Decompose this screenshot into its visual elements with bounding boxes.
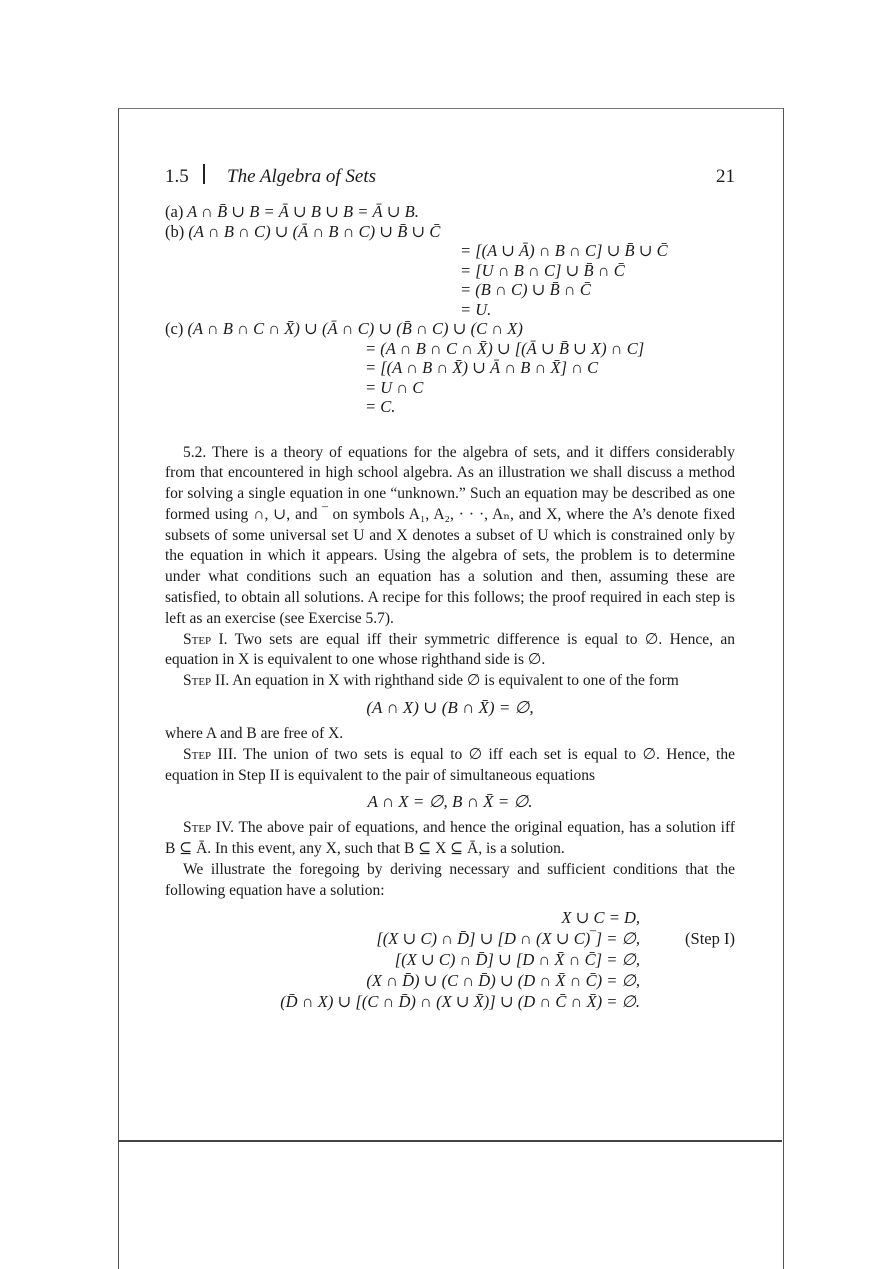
step-1-paragraph	[165, 630, 735, 672]
answer-b-line: = (B ∩ C) ∪ B̄ ∩ C̄	[460, 280, 591, 299]
section-number: 1.5	[165, 166, 189, 187]
paragraph-5-2: 5.2. There is a theory of equations for the algebra of sets, and it differs considerably from that encountered in high school algebra. As an illustration we shall discuss a method for solving a single equation in one “unknown.” Such an equation may be described as one formed using ∩, ∪, and ‾ on symbols A₁, A₂, · · ·, Aₙ, and X, where the A’s denote fixed subsets of some universal set U and X denotes a subset of U which is constrained only by the equation in which it appears. Using the algebra of sets, the problem is to determine under what conditions such an equation has a solution and then, assuming these are satisfied, to obtain all solutions. A recipe for this follows; the proof required in each step is left as an exercise (see Exercise 5.7).	[165, 443, 735, 627]
answer-c-first: (c) (A ∩ B ∩ C ∩ X̄) ∪ (Ā ∩ C) ∪ (B̄ ∩ C) ∪ (C ∩ X)	[165, 319, 523, 338]
system-row: [(X ∪ C) ∩ D̄] ∪ [D ∩ (X ∪ C)‾] = ∅, (Step I)	[376, 928, 735, 948]
bottom-rule	[118, 1140, 782, 1142]
answers-block	[165, 202, 735, 417]
step-3-text: The union of two sets is equal to ∅ iff each set is equal to ∅. Hence, the equation in Step II is equivalent to the pair of simultaneous equations	[165, 745, 735, 784]
answer-a: (a) A ∩ B̄ ∪ B = Ā ∪ B ∪ B = Ā ∪ B.	[165, 202, 419, 221]
step-3-label: Step III.	[183, 745, 237, 763]
header-divider	[203, 164, 205, 184]
answer-c-line: = [(A ∩ B ∩ X̄) ∪ Ā ∩ B ∩ X̄] ∩ C	[365, 358, 599, 377]
answer-c-line: = C.	[365, 397, 396, 416]
step-4-paragraph	[165, 818, 735, 860]
step-tag: (Step I)	[685, 928, 735, 948]
system-row: (X ∩ D̄) ∪ (C ∩ D̄) ∪ (D ∩ X̄ ∩ C̄) = ∅,	[366, 970, 640, 990]
answer-c-line: = U ∩ C	[365, 377, 424, 397]
step-2-label: Step II.	[183, 672, 230, 690]
step-1-label: Step I.	[183, 630, 228, 648]
step-4-label: Step IV.	[183, 819, 235, 837]
running-header	[165, 160, 735, 190]
step-4-text: The above pair of equations, and hence the original equation, has a solution iff B ⊆ Ā. In this event, any X, such that B ⊆ X ⊆ Ā, is a solution.	[165, 819, 735, 858]
step-1-text: Two sets are equal iff their symmetric difference is equal to ∅. Hence, an equation in X is equivalent to one whose righthand side is ∅.	[165, 630, 735, 669]
step-3-paragraph	[165, 745, 735, 787]
chapter-title: The Algebra of Sets	[227, 166, 377, 187]
answer-b-first: (b) (A ∩ B ∩ C) ∪ (Ā ∩ B ∩ C) ∪ B̄ ∪ C̄	[165, 221, 441, 241]
step-2-paragraph	[165, 671, 735, 692]
answer-b-line: = [(A ∪ Ā) ∩ B ∩ C] ∪ B̄ ∪ C̄	[460, 241, 668, 260]
illustration-paragraph: We illustrate the foregoing by deriving necessary and sufficient conditions that the following equation have a solution:	[165, 861, 735, 899]
answer-b-line: = [U ∩ B ∩ C] ∪ B̄ ∩ C̄	[460, 260, 625, 280]
book-page	[165, 160, 735, 1013]
system-row: X ∪ C = D,	[561, 907, 640, 927]
step-2-equation: (A ∩ X) ∪ (B ∩ X̄) = ∅,	[366, 698, 534, 718]
system-row: [(X ∪ C) ∩ D̄] ∪ [D ∩ X̄ ∩ C̄] = ∅,	[394, 949, 640, 969]
step-3-equation: A ∩ X = ∅, B ∩ X̄ = ∅.	[367, 792, 533, 812]
system-row: (D̄ ∩ X) ∪ [(C ∩ D̄) ∩ (X ∪ X̄)] ∪ (D ∩ C̄ ∩ X̄) = ∅.	[280, 991, 640, 1011]
answer-c-line: = (A ∩ B ∩ C ∩ X̄) ∪ [(Ā ∪ B̄ ∪ X) ∩ C]	[365, 338, 645, 358]
step-2-after: where A and B are free of X.	[165, 725, 344, 743]
step-2-text: An equation in X with righthand side ∅ is equivalent to one of the form	[232, 672, 679, 690]
answer-b-line: = U.	[460, 299, 492, 319]
page-number: 21	[716, 166, 735, 187]
